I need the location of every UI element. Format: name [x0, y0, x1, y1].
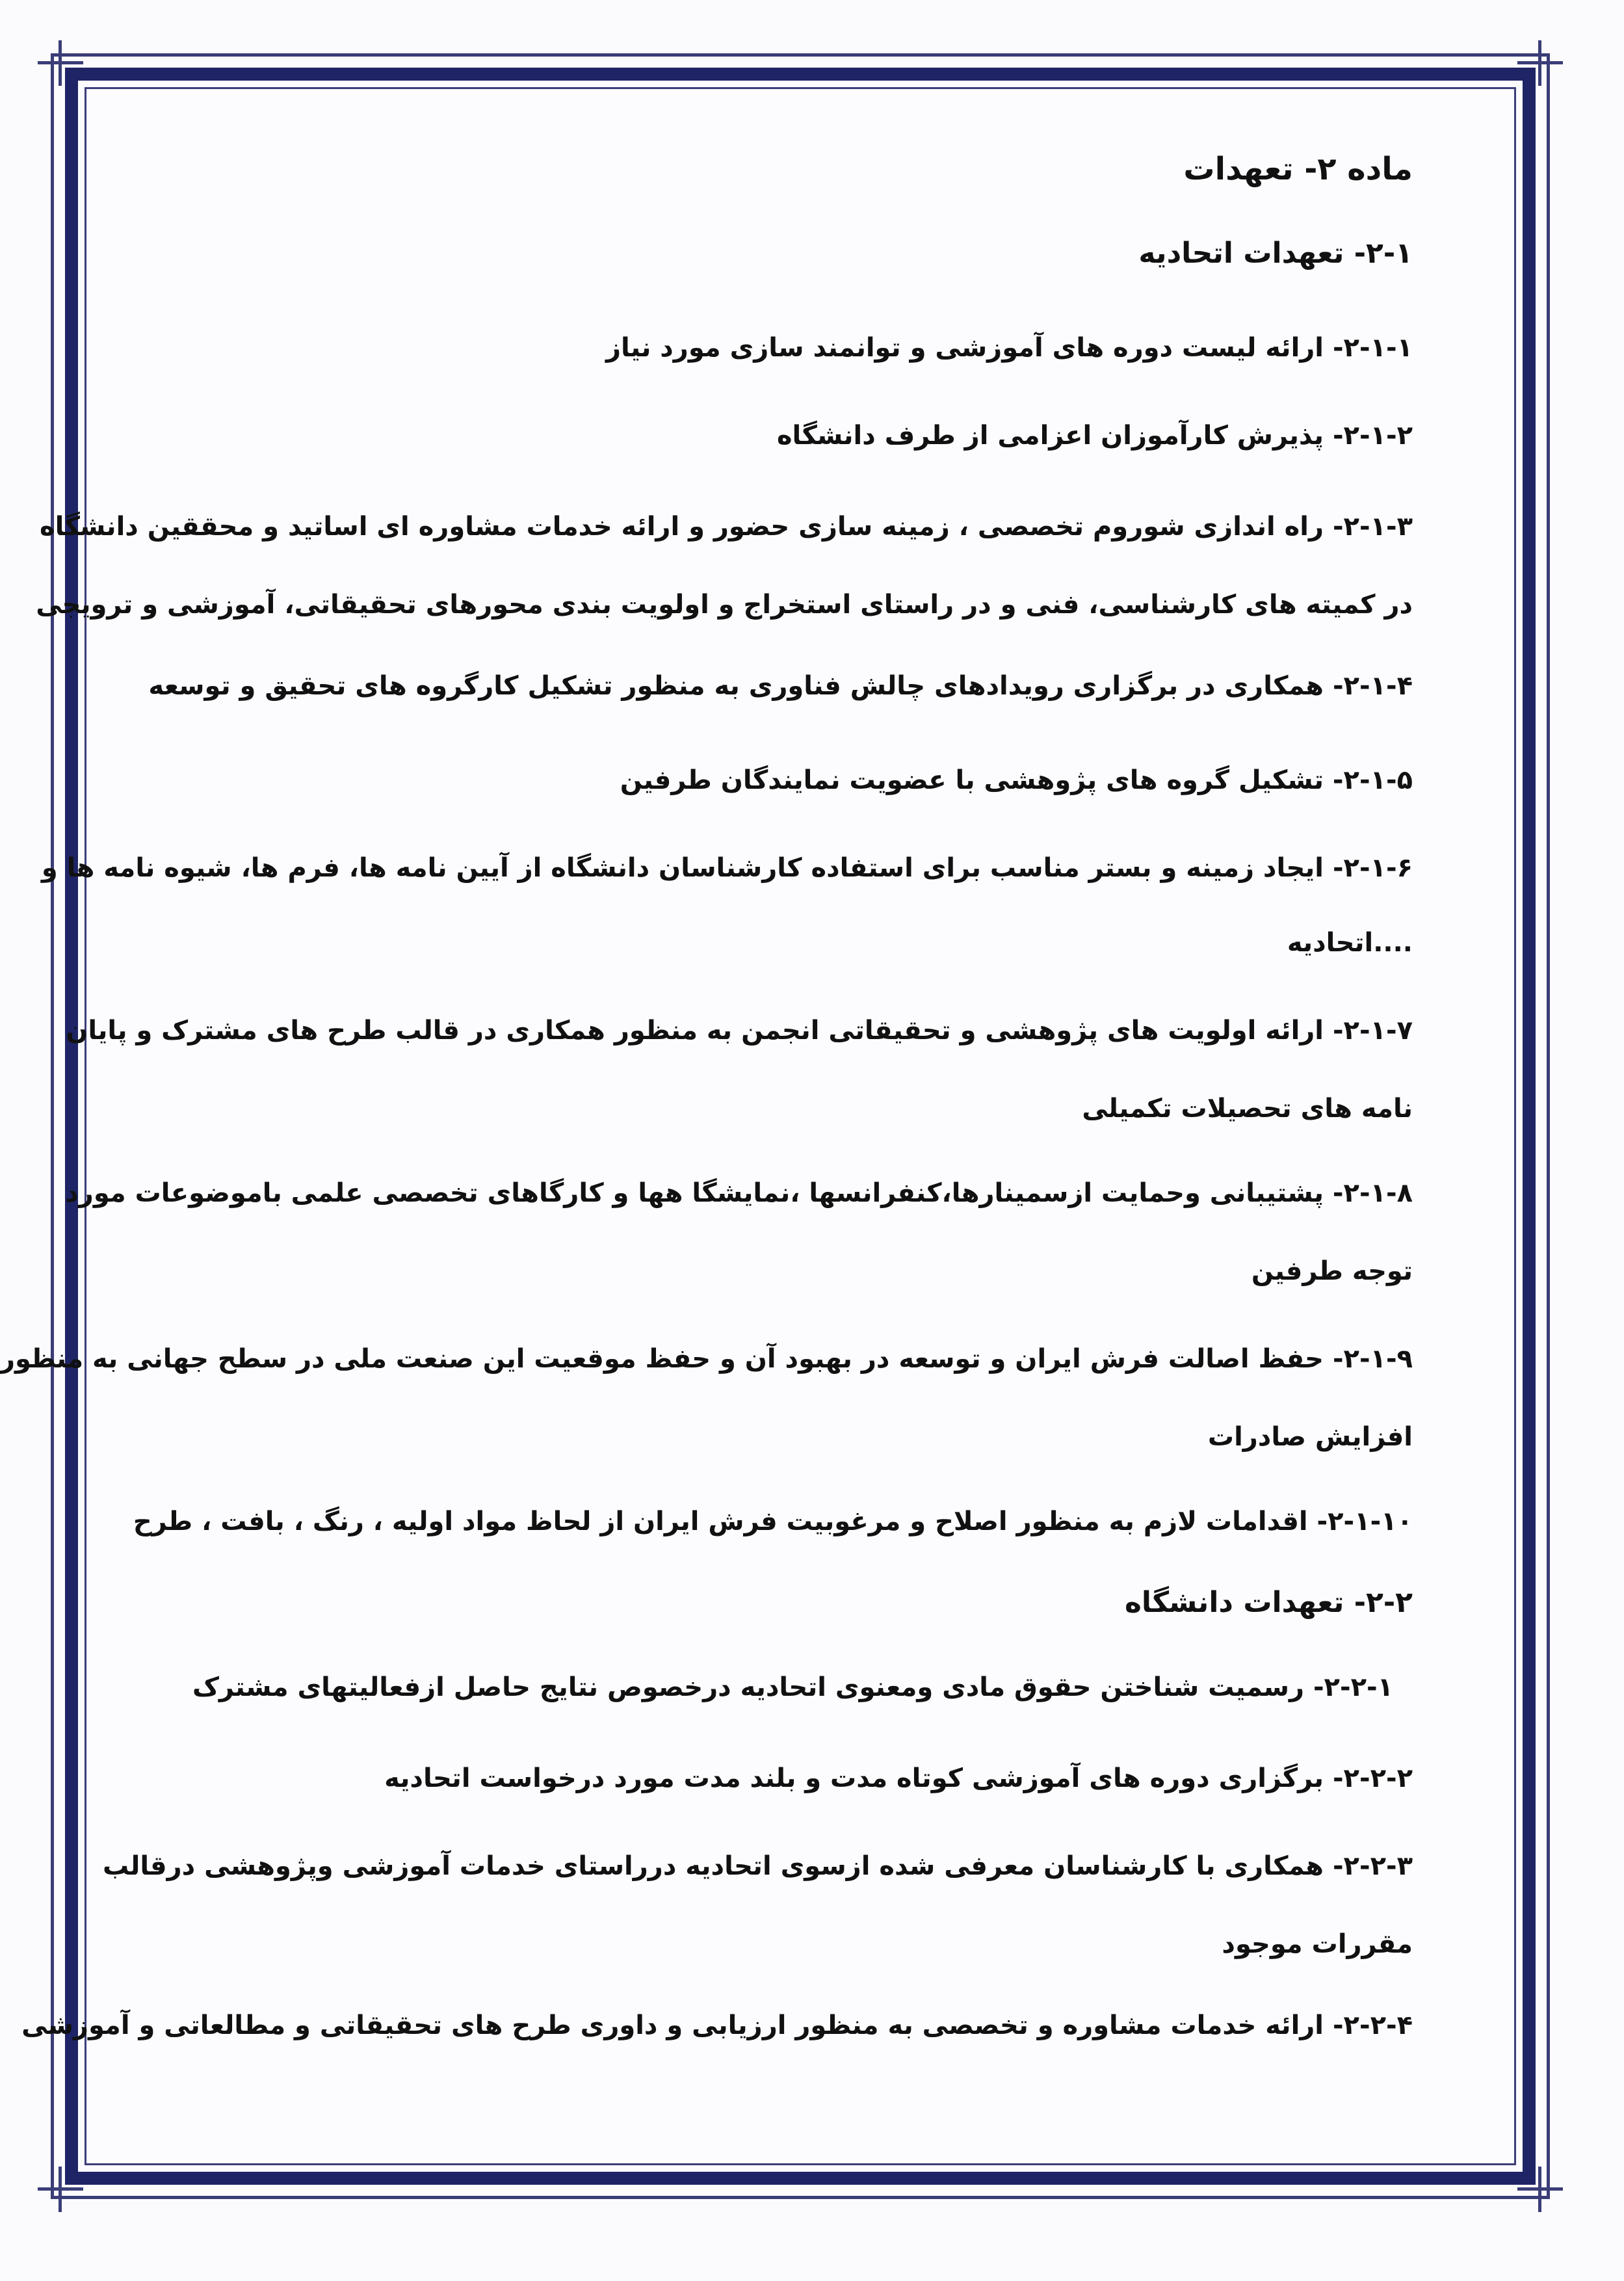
clause-2-1-6-line-1: ۲-۱-۶- ایجاد زمینه و بستر مناسب برای استفاده کارشناسان دانشگاه از آیین نامه ها، فرم ها، شیوه نامه ها و [41, 853, 1413, 883]
clause-2-1-10: ۲-۱-۱۰- اقدامات لازم به منظور اصلاح و مرغوبیت فرش ایران از لحاظ مواد اولیه ، رنگ ، بافت ، طرح [133, 1507, 1413, 1536]
clause-2-1-2: ۲-۱-۲- پذیرش کارآموزان اعزامی از طرف دانشگاه [776, 421, 1413, 451]
clause-2-1-9-line-2: افزایش صادرات [1207, 1422, 1413, 1452]
clause-2-2-2: ۲-۲-۲- برگزاری دوره های آموزشی کوتاه مدت و بلند مدت مورد درخواست اتحادیه [384, 1763, 1413, 1793]
clause-2-1-8-line-2: توجه طرفین [1251, 1256, 1413, 1286]
clause-2-2-1: ۲-۲-۱- رسمیت شناختن حقوق مادی ومعنوی اتحادیه درخصوص نتایج حاصل ازفعالیتهای مشترک [192, 1672, 1393, 1702]
section-heading-university: ۲-۲- تعهدات دانشگاه [1124, 1586, 1413, 1619]
article-title: ماده ۲- تعهدات [1183, 151, 1413, 187]
clause-2-1-9-line-1: ۲-۱-۹- حفظ اصالت فرش ایران و توسعه در بهبود آن و حفظ موقعیت این صنعت ملی در سطح جهانی به منظور [0, 1344, 1413, 1374]
corner-ornament-bottom-left [38, 2167, 83, 2212]
clause-2-1-7-line-1: ۲-۱-۷- ارائه اولویت های پژوهشی و تحقیقاتی انجمن به منظور همکاری در قالب طرح های مشترک و پایان [66, 1016, 1413, 1046]
clause-2-1-3-line-1: ۲-۱-۳- راه اندازی شوروم تخصصی ، زمینه سازی حضور و ارائه خدمات مشاوره ای اساتید و محققین دانشگاه [39, 512, 1413, 542]
corner-ornament-top-right [1517, 40, 1563, 86]
clause-2-2-4: ۲-۲-۴- ارائه خدمات مشاوره و تخصصی به منظور ارزیابی و داوری طرح های تحقیقاتی و مطالعاتی و آموزشی [21, 2011, 1413, 2040]
clause-2-1-1: ۲-۱-۱- ارائه لیست دوره های آموزشی و توانمند سازی مورد نیاز [605, 333, 1413, 363]
clause-2-2-3-line-1: ۲-۲-۳- همکاری با کارشناسان معرفی شده ازسوی اتحادیه درراستای خدمات آموزشی وپژوهشی درقالب [103, 1851, 1413, 1881]
clause-2-1-3-line-2: در کمیته های کارشناسی، فنی و در راستای استخراج و اولویت بندی محورهای تحقیقاتی، آموزشی و ترویجی [36, 590, 1413, 620]
section-heading-union: ۲-۱- تعهدات اتحادیه [1138, 237, 1413, 270]
clause-2-2-3-line-2: مقررات موجود [1222, 1929, 1413, 1959]
clause-2-1-4: ۲-۱-۴- همکاری در برگزاری رویدادهای چالش فناوری به منظور تشکیل کارگروه های تحقیق و توسعه [148, 671, 1413, 701]
clause-2-1-8-line-1: ۲-۱-۸- پشتیبانی وحمایت ازسمینارها،کنفرانسها ،نمایشگا هها و کارگاهای تخصصی علمی باموضوعات مورد [65, 1178, 1413, 1208]
clause-2-1-6-line-2: ....اتحادیه [1287, 928, 1413, 958]
document-body [0, 124, 1413, 2152]
corner-ornament-top-left [38, 40, 83, 86]
clause-2-1-7-line-2: نامه های تحصیلات تکمیلی [1082, 1094, 1413, 1124]
clause-2-1-5: ۲-۱-۵- تشکیل گروه های پژوهشی با عضویت نمایندگان طرفین [620, 765, 1413, 795]
corner-ornament-bottom-right [1517, 2167, 1563, 2212]
